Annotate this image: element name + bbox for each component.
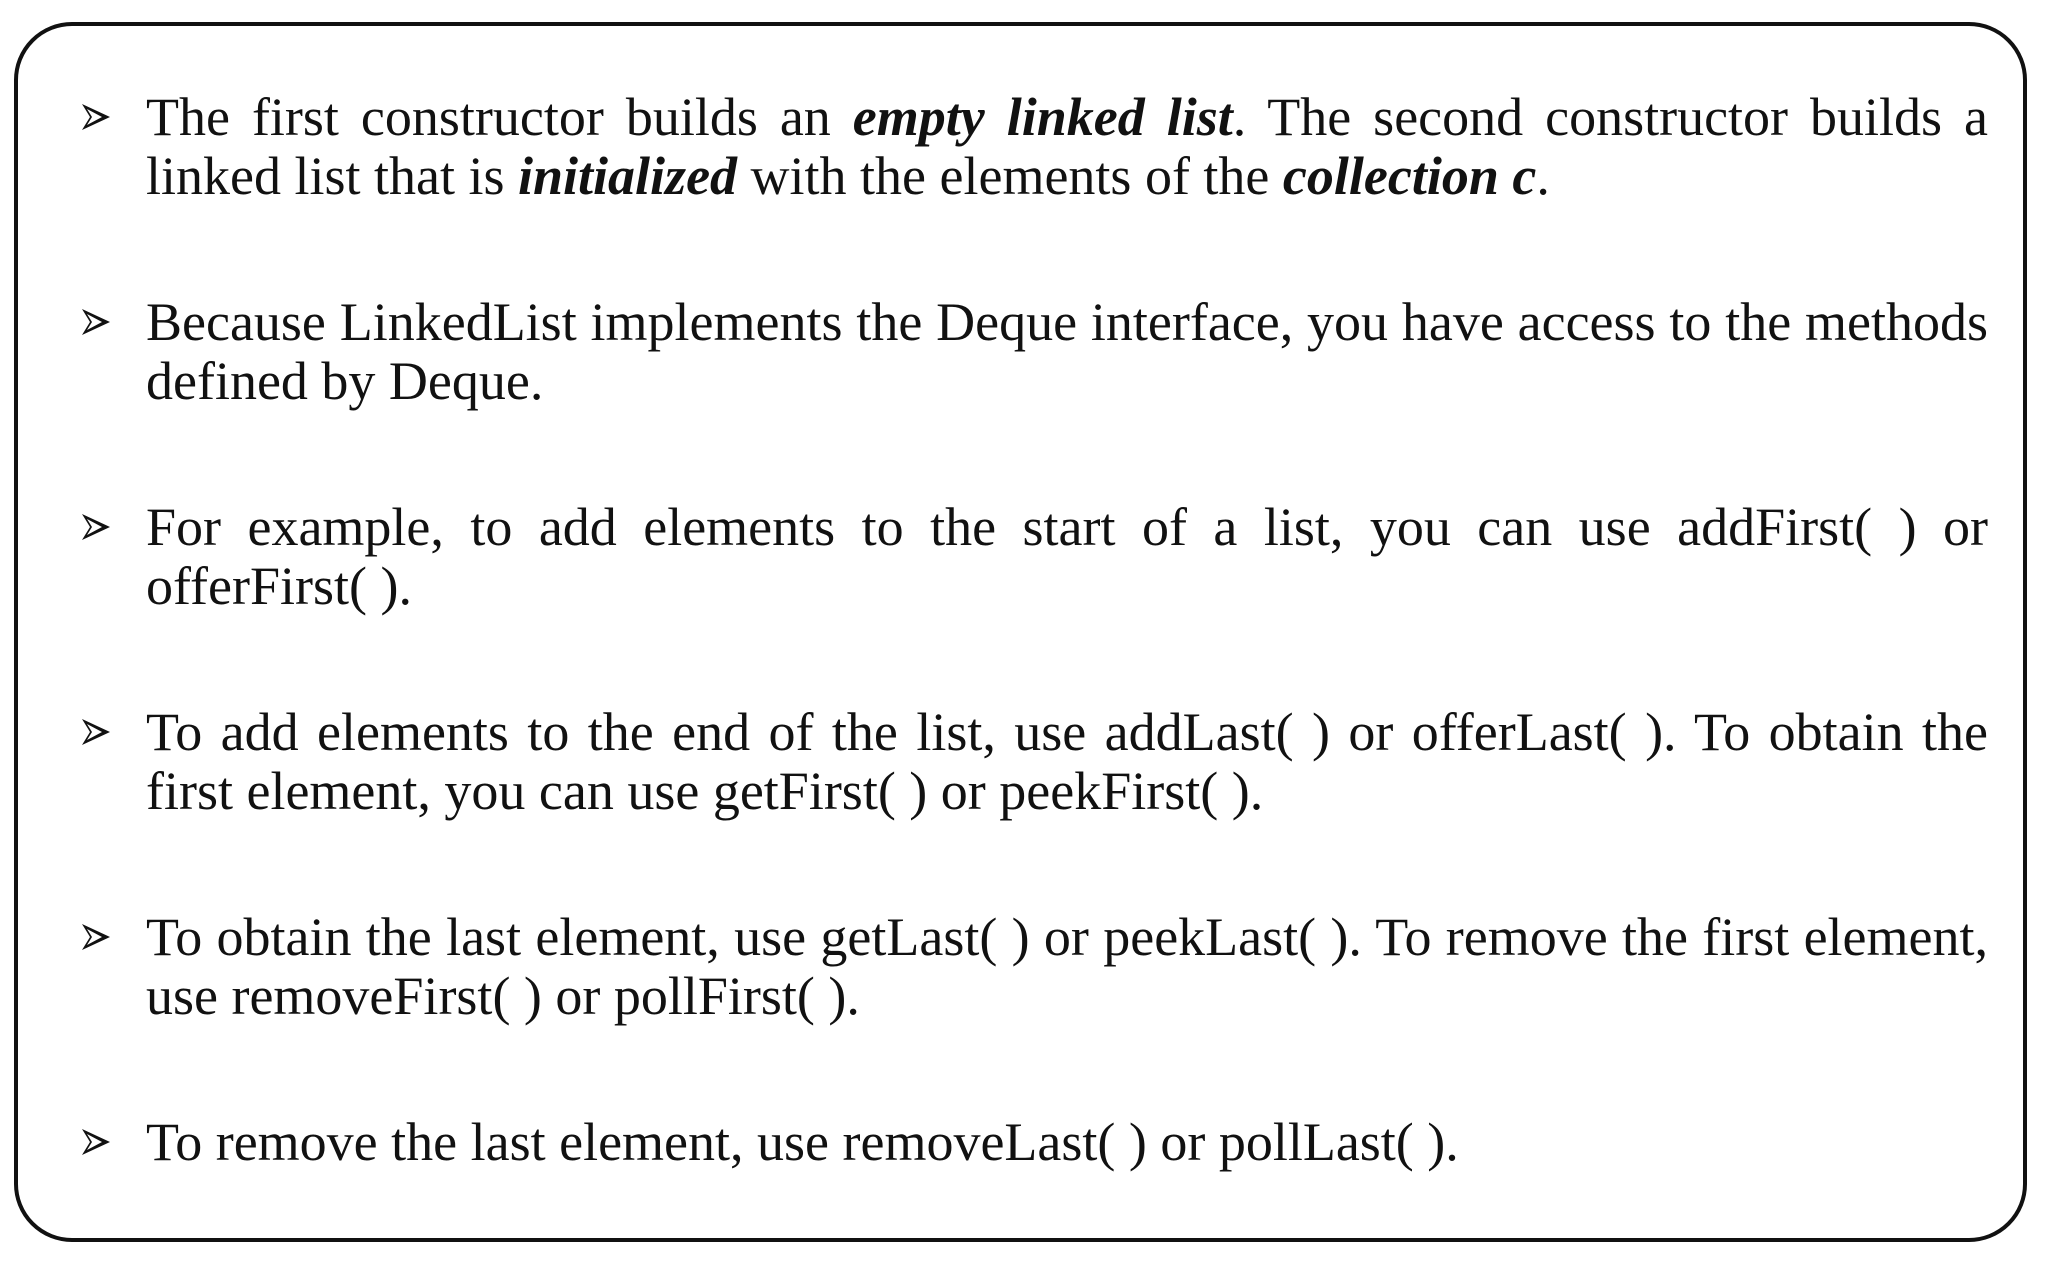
bullet-item bbox=[80, 703, 1988, 821]
bullet-text: . bbox=[1536, 146, 1550, 206]
bullet-item bbox=[80, 1113, 1988, 1172]
emphasized-text: empty linked list bbox=[852, 87, 1233, 147]
bullet-item bbox=[80, 498, 1988, 616]
arrowhead-bullet-icon bbox=[80, 512, 112, 542]
arrowhead-bullet-icon bbox=[80, 717, 112, 747]
bullet-text: To add elements to the end of the list, use addLast( ) or offerLast( ). To obtain the first element, you can use getFirst( ) or peekFirst( ). bbox=[146, 702, 1988, 821]
bullet-item bbox=[80, 908, 1988, 1026]
arrowhead-bullet-icon bbox=[80, 922, 112, 952]
bullet-text: For example, to add elements to the start of a list, you can use addFirst( ) or offerFirst( ). bbox=[146, 497, 1988, 616]
bullet-text: . The second constructor builds a linked list that is bbox=[146, 87, 1988, 206]
bullet-list bbox=[80, 88, 1988, 1172]
bullet-text: To obtain the last element, use getLast( ) or peekLast( ). To remove the first element, use removeFirst( ) or pollFirst( ). bbox=[146, 907, 1988, 1026]
bullet-text: The first constructor builds an bbox=[146, 87, 853, 147]
content-box bbox=[14, 22, 2027, 1242]
bullet-item bbox=[80, 293, 1988, 411]
arrowhead-bullet-icon bbox=[80, 102, 112, 132]
emphasized-text: collection c bbox=[1282, 146, 1537, 206]
emphasized-text: initialized bbox=[518, 146, 738, 206]
bullet-text: Because LinkedList implements the Deque interface, you have access to the methods defined by Deque. bbox=[146, 292, 1988, 411]
arrowhead-bullet-icon bbox=[80, 307, 112, 337]
bullet-item bbox=[80, 88, 1988, 206]
arrowhead-bullet-icon bbox=[80, 1127, 112, 1157]
bullet-text: with the elements of the bbox=[737, 146, 1283, 206]
bullet-text: To remove the last element, use removeLast( ) or pollLast( ). bbox=[146, 1112, 1459, 1172]
